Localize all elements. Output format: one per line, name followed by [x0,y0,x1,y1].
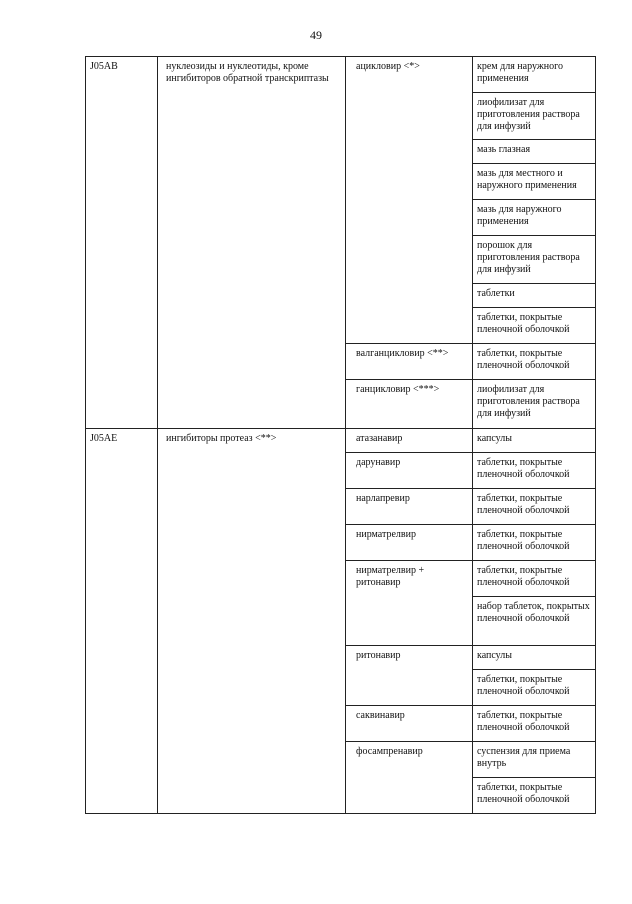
table-row [86,57,596,93]
dosage-form: таблетки, покрытые пленочной оболочкой [477,710,570,733]
dosage-form: таблетки, покрытые пленочной оболочкой [477,348,570,371]
dosage-form: капсулы [477,650,512,661]
dosage-form: таблетки [477,288,515,299]
dosage-form-cell [473,646,596,670]
dosage-form-cell [473,284,596,308]
dosage-form-cell [473,236,596,284]
dosage-form-cell [473,778,596,814]
drug-name: ганцикловир <***> [356,384,440,395]
dosage-form-cell [473,525,596,561]
drug-name-cell [346,489,473,525]
group-name: ингибиторы протеаз <**> [166,433,277,444]
dosage-form-cell [473,308,596,344]
drug-name-cell [346,525,473,561]
dosage-form: набор таблеток, покрытых пленочной оболочкой [477,601,590,624]
dosage-form-cell [473,453,596,489]
drug-name: валганцикловир <**> [356,348,449,359]
dosage-form: таблетки, покрытые пленочной оболочкой [477,565,570,588]
drug-name-cell [346,429,473,453]
dosage-form: капсулы [477,433,512,444]
drug-name: саквинавир [356,710,405,721]
atc-code: J05AE [90,433,118,444]
drug-name-cell [346,57,473,344]
dosage-form-cell [473,597,596,646]
dosage-form-cell [473,344,596,380]
drug-name-cell [346,453,473,489]
dosage-form-cell [473,140,596,164]
group-name-cell [158,429,346,814]
dosage-form-cell [473,706,596,742]
dosage-form-cell [473,57,596,93]
dosage-form: лиофилизат для приготовления раствора для инфузий [477,97,580,132]
drug-name-cell [346,706,473,742]
dosage-form: крем для наружного применения [477,61,563,84]
atc-code-cell [86,429,158,814]
drug-name-cell [346,742,473,814]
dosage-form-cell [473,742,596,778]
dosage-form: таблетки, покрытые пленочной оболочкой [477,312,570,335]
dosage-form: таблетки, покрытые пленочной оболочкой [477,457,570,480]
dosage-form: мазь глазная [477,144,531,155]
drug-name: ацикловир <*> [356,61,420,72]
drug-name: нирматрелвир + ритонавир [356,565,425,588]
drug-name-cell [346,646,473,706]
group-name: нуклеозиды и нуклеотиды, кроме ингибиторов обратной транскриптазы [166,61,329,84]
drug-name-cell [346,561,473,646]
dosage-form-cell [473,429,596,453]
dosage-form: таблетки, покрытые пленочной оболочкой [477,674,570,697]
dosage-form-cell [473,380,596,429]
dosage-form-cell [473,93,596,140]
drug-name-cell [346,344,473,380]
dosage-form: таблетки, покрытые пленочной оболочкой [477,782,570,805]
dosage-form: мазь для наружного применения [477,204,562,227]
drug-name: атазанавир [356,433,403,444]
dosage-form-cell [473,200,596,236]
dosage-form-cell [473,561,596,597]
drug-name: дарунавир [356,457,401,468]
drug-name-cell [346,380,473,429]
drug-table [85,56,596,814]
page-number: 49 [310,28,322,42]
drug-name: ритонавир [356,650,401,661]
drug-name: фосампренавир [356,746,423,757]
dosage-form: таблетки, покрытые пленочной оболочкой [477,529,570,552]
dosage-form: мазь для местного и наружного применения [477,168,577,191]
drug-name: нирматрелвир [356,529,416,540]
dosage-form-cell [473,670,596,706]
atc-code: J05AB [90,61,118,72]
dosage-form: таблетки, покрытые пленочной оболочкой [477,493,570,516]
drug-name: нарлапревир [356,493,410,504]
group-name-cell [158,57,346,429]
dosage-form-cell [473,489,596,525]
dosage-form: лиофилизат для приготовления раствора для инфузий [477,384,580,419]
dosage-form: порошок для приготовления раствора для инфузий [477,240,580,275]
dosage-form-cell [473,164,596,200]
atc-code-cell [86,57,158,429]
table-row [86,429,596,453]
dosage-form: суспензия для приема внутрь [477,746,571,769]
